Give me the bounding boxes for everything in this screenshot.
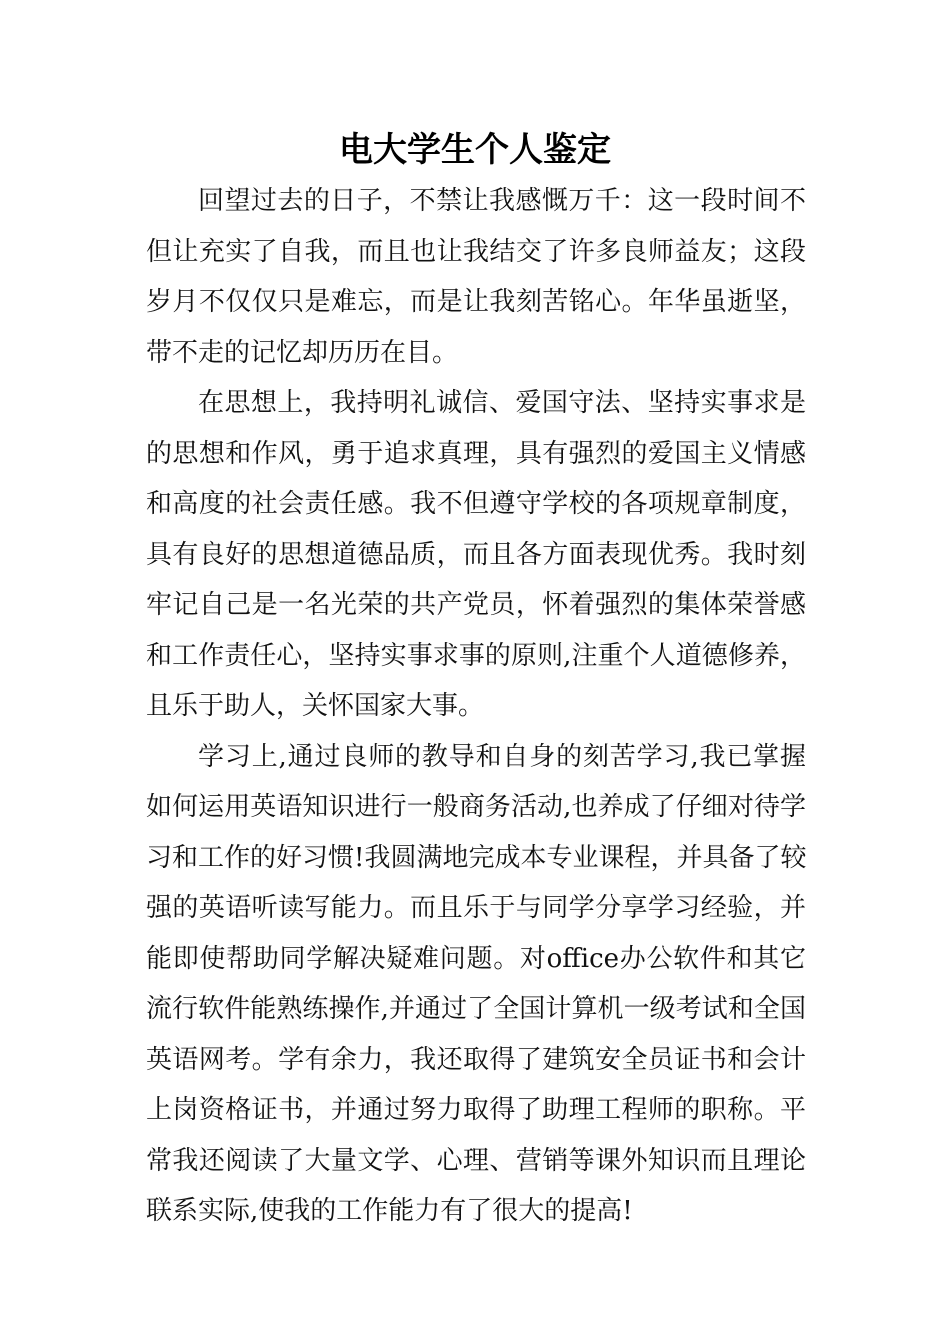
text-line: 岁月不仅仅只是难忘，而是让我刻苦铭心。年华虽逝坚， [146,287,806,317]
text-line: 常我还阅读了大量文学、心理、营销等课外知识而且理论 [146,1145,806,1176]
text-line: 联系实际,使我的工作能力有了很大的提高! [146,1196,633,1226]
text-line: 牢记自己是一名光荣的共产党员，怀着强烈的集体荣誉感 [146,590,806,620]
text-line: 带不走的记忆却历历在目。 [146,337,459,368]
text-line: 英语网考。学有余力，我还取得了建筑安全员证书和会计 [146,1044,806,1075]
text-line: 习和工作的好习惯!我圆满地完成本专业课程，并具备了较 [146,842,807,873]
text-line: 强的英语听读写能力。而且乐于与同学分享学习经验，并 [146,893,806,923]
text-line: 具有良好的思想道德品质，而且各方面表现优秀。我时刻 [146,539,806,570]
text-line: 上岗资格证书，并通过努力取得了助理工程师的职称。平 [146,1095,806,1125]
paragraph-study [146,732,806,1237]
text-line: 如何运用英语知识进行一般商务活动,也养成了仔细对待学 [146,792,806,822]
text-line: 能即使帮助同学解决疑难问题。对office办公软件和其它 [146,943,806,974]
text-line: 流行软件能熟练操作,并通过了全国计算机一级考试和全国 [146,994,806,1024]
text-line: 在思想上，我持明礼诚信、爱国守法、坚持实事求是 [198,388,806,418]
text-line: 和高度的社会责任感。我不但遵守学校的各项规章制度， [146,489,806,519]
paragraph-reflection [146,176,806,378]
text-line: 的思想和作风，勇于追求真理，具有强烈的爱国主义情感 [146,438,806,469]
text-line: 回望过去的日子，不禁让我感慨万千：这一段时间不 [198,186,806,216]
document-body [146,176,806,1237]
text-line: 且乐于助人，关怀国家大事。 [146,691,485,721]
text-line: 但让充实了自我，而且也让我结交了许多良师益友；这段 [146,236,806,267]
paragraph-ideology [146,378,806,732]
document-title: 电大学生个人鉴定 [339,130,611,170]
text-line: 和工作责任心，坚持实事求事的原则,注重个人道德修养， [146,640,806,671]
text-line: 学习上,通过良师的教导和自身的刻苦学习,我已掌握 [198,741,806,772]
